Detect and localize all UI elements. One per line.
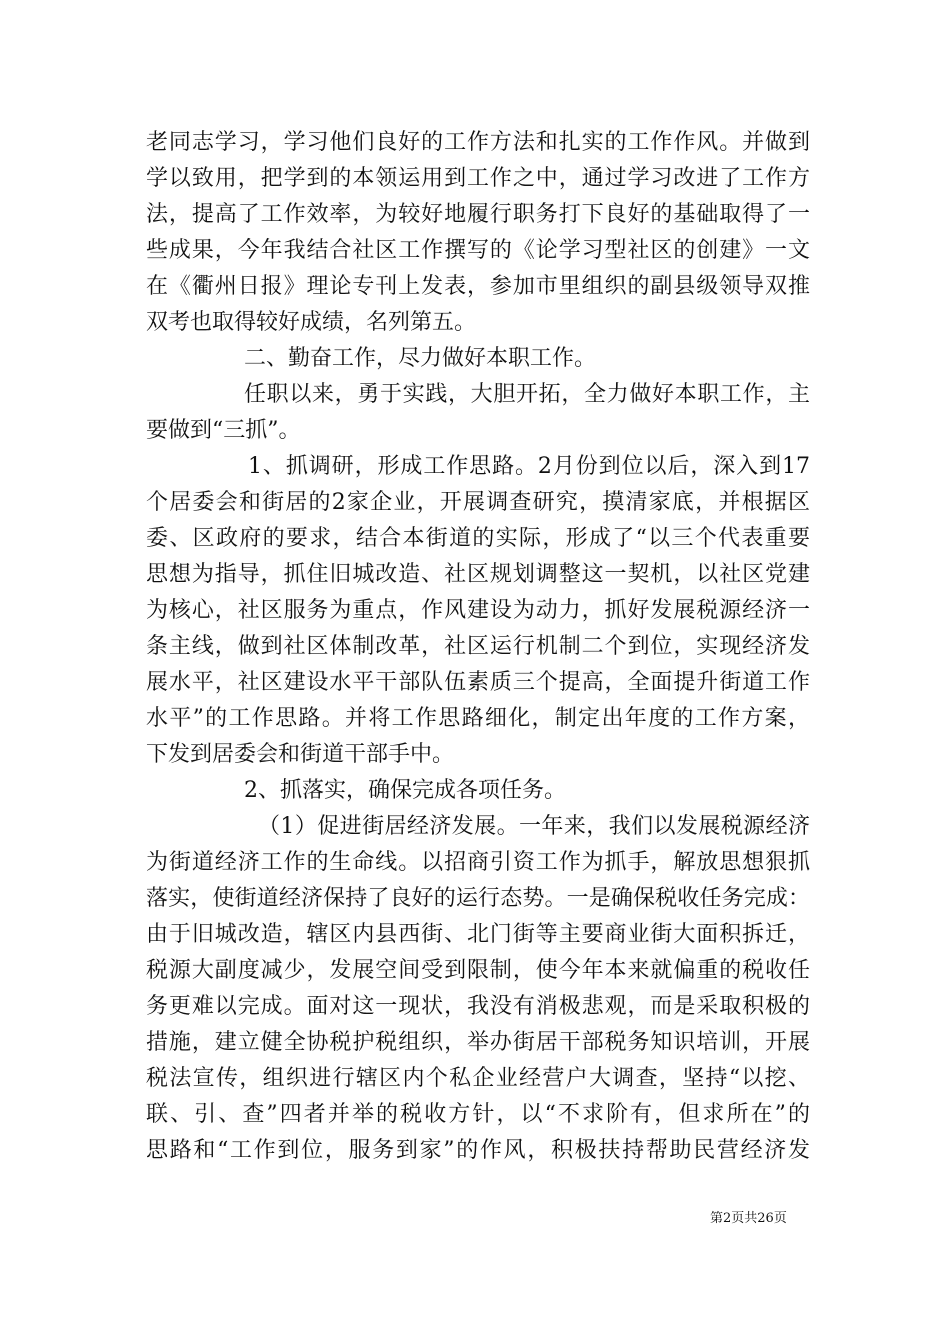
paragraph-line: 为核心，社区服务为重点，作风建设为动力，抓好发展税源经济一 (146, 598, 810, 623)
paragraph-line: 思路和“工作到位，服务到家”的作风，积极扶持帮助民营经济发 (146, 1138, 810, 1163)
paragraph-line: 学以致用，把学到的本领运用到工作之中，通过学习改进了工作方 (146, 166, 810, 191)
paragraph-line: 措施，建立健全协税护税组织，举办街居干部税务知识培训，开展 (146, 1030, 810, 1055)
paragraph-line: 任职以来，勇于实践，大胆开拓，全力做好本职工作，主 (244, 382, 810, 407)
paragraph-line: 为街道经济工作的生命线。以招商引资工作为抓手，解放思想狠抓 (146, 850, 810, 875)
paragraph-line: 在《衢州日报》理论专刊上发表，参加市里组织的副县级领导双推 (146, 274, 810, 299)
paragraph-line: 展水平，社区建设水平干部队伍素质三个提高，全面提升街道工作 (146, 670, 810, 695)
paragraph-line: 联、引、查”四者并举的税收方针，以“不求阶有，但求所在”的 (146, 1102, 810, 1127)
paragraph-line: 下发到居委会和街道干部手中。 (146, 742, 455, 767)
paragraph-line: 条主线，做到社区体制改革，社区运行机制二个到位，实现经济发 (146, 634, 810, 659)
paragraph-line: 些成果，今年我结合社区工作撰写的《论学习型社区的创建》一文 (146, 238, 810, 263)
paragraph-line: 由于旧城改造，辖区内县西街、北门街等主要商业街大面积拆迁， (146, 922, 810, 947)
paragraph-line: 务更难以完成。面对这一现状，我没有消极悲观，而是采取积极的 (146, 994, 810, 1019)
paragraph-line: 1、抓调研，形成工作思路。2月份到位以后，深入到17 (248, 454, 810, 479)
paragraph-line: 老同志学习，学习他们良好的工作方法和扎实的工作作风。并做到 (146, 130, 810, 155)
paragraph-line: 水平”的工作思路。并将工作思路细化，制定出年度的工作方案， (146, 706, 810, 731)
page-number-footer: 第2页共26页 (710, 1211, 787, 1226)
paragraph-line: 法，提高了工作效率，为较好地履行职务打下良好的基础取得了一 (146, 202, 810, 227)
paragraph-line: 税源大副度减少，发展空间受到限制，使今年本来就偏重的税收任 (146, 958, 810, 983)
paragraph-line: 个居委会和街居的2家企业，开展调查研究，摸清家底，并根据区 (146, 490, 810, 515)
paragraph-line: 落实，使街道经济保持了良好的运行态势。一是确保税收任务完成： (146, 886, 810, 911)
paragraph-line: （1）促进街居经济发展。一年来，我们以发展税源经济 (258, 814, 810, 839)
section-heading: 2、抓落实，确保完成各项任务。 (244, 778, 566, 803)
paragraph-line: 税法宣传，组织进行辖区内个私企业经营户大调查，坚持“以挖、 (146, 1066, 810, 1091)
paragraph-line: 委、区政府的要求，结合本街道的实际，形成了“以三个代表重要 (146, 526, 810, 551)
paragraph-line: 思想为指导，抓住旧城改造、社区规划调整这一契机，以社区党建 (146, 562, 810, 587)
paragraph-line: 双考也取得较好成绩，名列第五。 (146, 310, 477, 335)
paragraph-line: 要做到“三抓”。 (146, 418, 301, 443)
section-heading: 二、勤奋工作，尽力做好本职工作。 (244, 346, 597, 371)
